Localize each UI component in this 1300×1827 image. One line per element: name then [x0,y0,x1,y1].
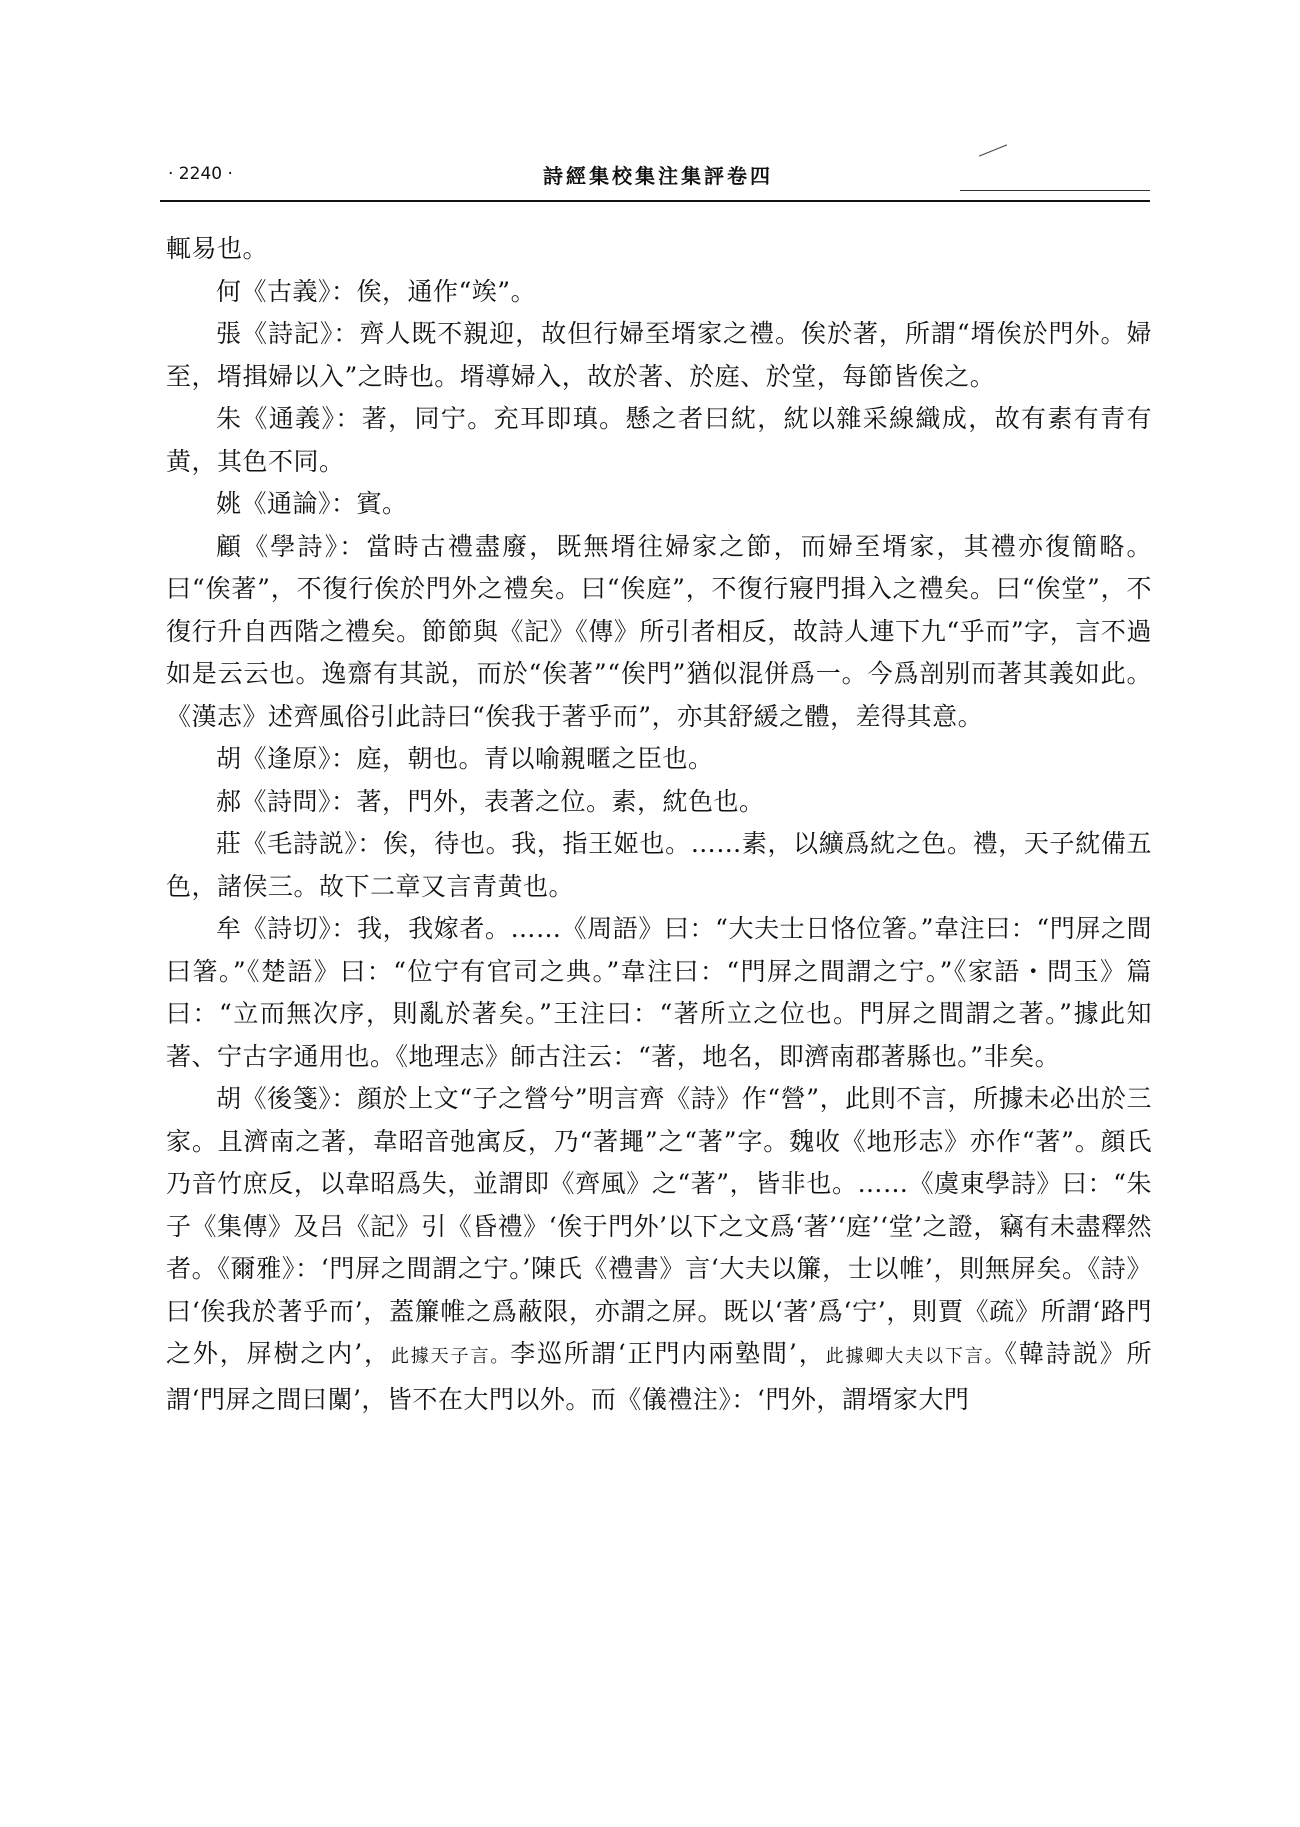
paragraph-text: 牟《詩切》：我，我嫁者。……《周語》曰：“大夫士日恪位箸。”韋注曰：“門屏之間曰箸。”《楚語》曰：“位宁有官司之典。”韋注曰：“門屏之間謂之宁。”《家語・問玉》篇曰：“立而無次序，則亂於著矣。”王注曰：“著所立之位也。門屏之間謂之著。”據此知著、宁古字通用也。《地理志》師古注云：“著，地名，即濟南郡著縣也。”非矣。 [166,914,1152,1071]
header-rule-thin [960,190,1150,191]
paragraph-text: 胡《逢原》：庭，朝也。青以喻親暱之臣也。 [216,744,714,773]
inline-note: 此據卿大夫以下言。 [825,1346,1005,1367]
paragraph [166,781,1152,824]
inline-note: 此據天子言。 [390,1346,511,1367]
paragraph [166,313,1152,398]
paragraph-text: 郝《詩問》：著，門外，表著之位。素，紞色也。 [216,786,765,816]
paragraph-text: 張《詩記》：齊人既不親迎，故但行婦至壻家之禮。俟於著，所謂“壻俟於門外。婦至，壻揖婦以入”之時也。壻導婦入，故於著、於庭、於堂，每節皆俟之。 [166,319,1152,391]
paragraph [166,823,1152,908]
paragraph-text: 莊《毛詩説》：俟，待也。我，指王姬也。……素，以纊爲紞之色。禮，天子紞備五色，諸侯三。故下二章又言青黄也。 [166,829,1152,901]
paragraph [166,483,1152,526]
paragraph-text: 李巡所謂‘正門内兩塾間’， [510,1339,826,1368]
pen-mark [979,144,1007,156]
paragraph-text: 胡《後箋》：顔於上文“子之營兮”明言齊《詩》作“營”，此則不言，所據未必出於三家。且濟南之著，韋昭音弛㝢反，乃“著䵷”之“著”字。魏收《地形志》亦作“著”。顔氏乃音竹庶反，以韋昭爲失，並謂即《齊風》之“著”，皆非也。……《虞東學詩》曰：“朱子《集傳》及吕《記》引《昏禮》‘俟于門外’以下之文爲‘著’‘庭’‘堂’之證，竊有未盡釋然者。《爾雅》：‘門屏之間謂之宁。’陳氏《禮書》言‘大夫以簾，士以帷’，則無屏矣。《詩》曰‘俟我於著乎而’，蓋簾帷之爲蔽限，亦謂之屏。既以‘著’爲‘宁’，則賈《疏》所謂‘路門之外，屏樹之内’， [166,1084,1152,1368]
paragraph [166,1078,1152,1421]
paragraph-text: 姚《通論》：賓。 [216,489,408,518]
body-text [166,228,1152,1421]
paragraph [166,908,1152,1078]
paragraph [166,271,1152,314]
paragraph [166,526,1152,739]
paragraph-text: 何《古義》：俟，通作“竢”。 [216,276,537,306]
header-rule [160,200,1150,202]
paragraph [166,398,1152,483]
page-number: · 2240 · [168,164,233,184]
paragraph-text: 朱《通義》：著，同宁。充耳即瑱。懸之者曰紞，紞以雜采線織成，故有素有青有黄，其色不同。 [166,404,1152,476]
paragraph-text: 顧《學詩》：當時古禮盡廢，既無壻往婦家之節，而婦至壻家，其禮亦復簡略。曰“俟著”，不復行俟於門外之禮矣。曰“俟庭”，不復行寢門揖入之禮矣。曰“俟堂”，不復行升自西階之禮矣。節節與《記》《傳》所引者相反，故詩人連下九“乎而”字，言不過如是云云也。逸齋有其説，而於“俟著”“俟門”猶似混併爲一。今爲剖别而著其義如此。《漢志》述齊風俗引此詩曰“俟我于著乎而”，亦其舒緩之體，差得其意。 [166,531,1152,731]
paragraph [166,228,1152,271]
paragraph-text: 《韓詩説》所謂‘門屏之間曰闑’，皆不在大門以外。而《儀禮注》：‘門外，謂壻家大門 [166,1339,1152,1414]
paragraph [166,738,1152,781]
running-title: 詩經集校集注集評卷四 [543,164,773,188]
paragraph-text: 輒易也。 [166,234,269,263]
